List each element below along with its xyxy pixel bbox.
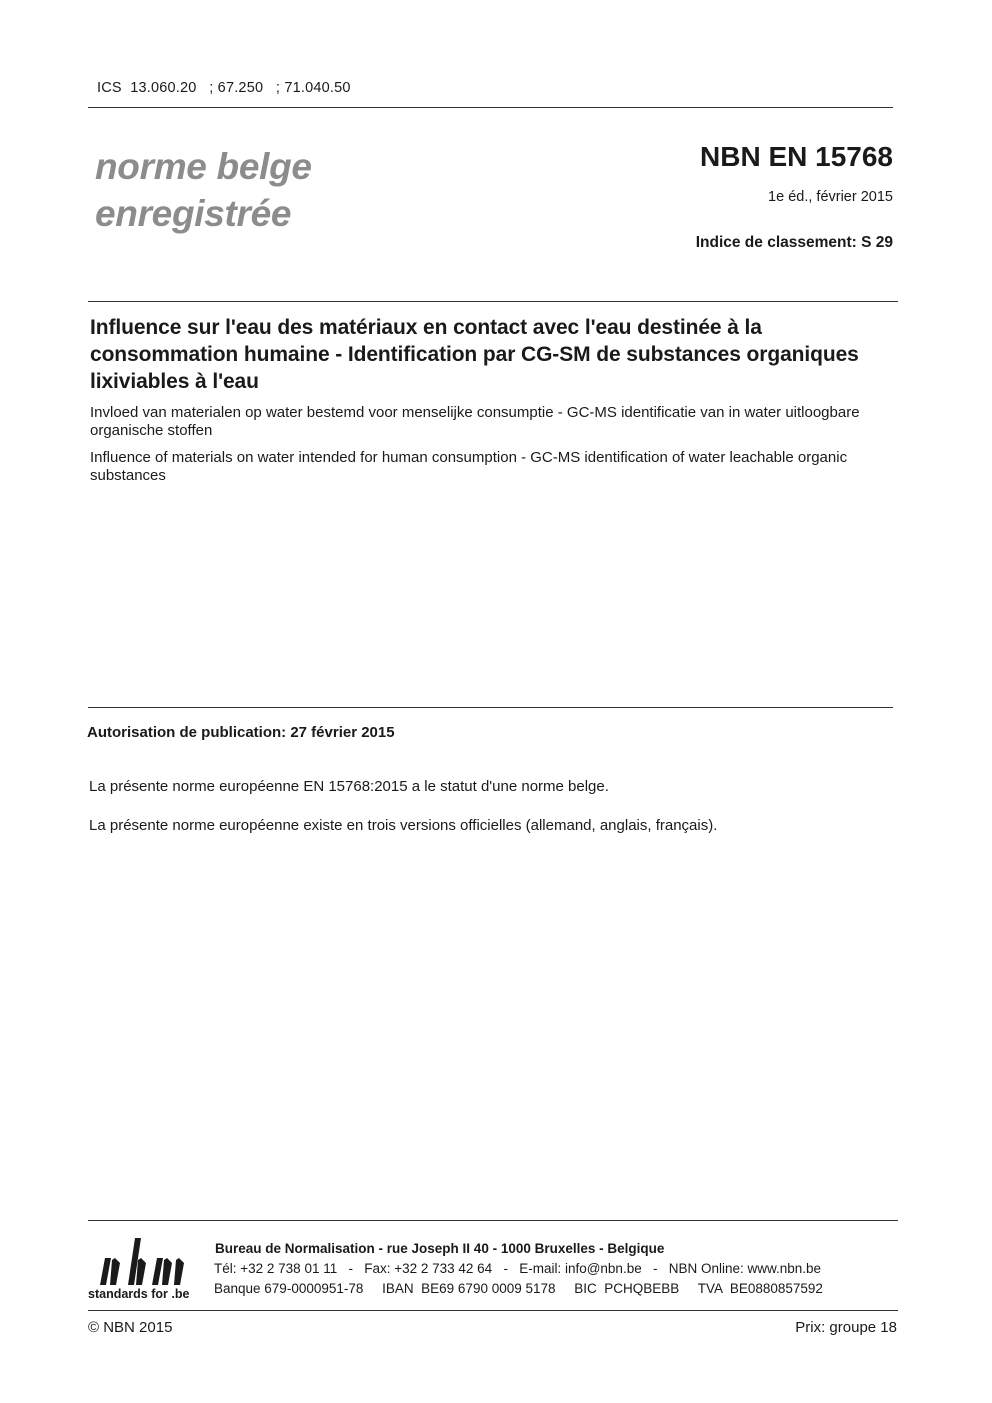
footer-divider — [88, 1220, 898, 1221]
header-divider — [88, 107, 893, 108]
title-dutch: Invloed van materialen op water bestemd voor menselijke consumptie - GC-MS identificatie van in water uitloogbare organische stoffen — [90, 404, 860, 439]
norme-label — [95, 143, 312, 237]
title-french: Influence sur l'eau des matériaux en contact avec l'eau destinée à la consommation humaine - Identification par CG-SM de substances organiques lixiviables à l'eau — [90, 316, 859, 393]
title-divider — [88, 301, 898, 302]
ics-codes: ICS 13.060.20 ; 67.250 ; 71.040.50 — [97, 80, 351, 96]
copyright: © NBN 2015 — [88, 1319, 173, 1336]
title-english: Influence of materials on water intended for human consumption - GC-MS identification of water leachable organic substances — [90, 449, 848, 484]
norme-label-line1: norme belge — [95, 146, 312, 187]
versions-paragraph: La présente norme européenne existe en trois versions officielles (allemand, anglais, français). — [89, 817, 718, 834]
standard-number: NBN EN 15768 — [700, 141, 893, 172]
price-group: Prix: groupe 18 — [795, 1319, 897, 1336]
footer-bank-details: Banque 679-0000951-78 IBAN BE69 6790 0009 5178 BIC PCHQBEBB TVA BE0880857592 — [214, 1281, 823, 1296]
publication-authorisation: Autorisation de publication: 27 février 2015 — [87, 724, 395, 741]
bottom-divider — [88, 1310, 898, 1311]
publication-divider — [88, 707, 893, 708]
logo-tagline: standards for .be — [88, 1287, 190, 1301]
footer-address: Bureau de Normalisation - rue Joseph II 40 - 1000 Bruxelles - Belgique — [215, 1241, 665, 1256]
footer-contact: Tél: +32 2 738 01 11 - Fax: +32 2 733 42 64 - E-mail: info@nbn.be - NBN Online: www.nbn.be — [214, 1261, 822, 1276]
edition-date: 1e éd., février 2015 — [768, 189, 893, 205]
norme-label-line2: enregistrée — [95, 193, 292, 234]
status-paragraph: La présente norme européenne EN 15768:2015 a le statut d'une norme belge. — [89, 778, 609, 795]
classification-index: Indice de classement: S 29 — [695, 234, 893, 251]
